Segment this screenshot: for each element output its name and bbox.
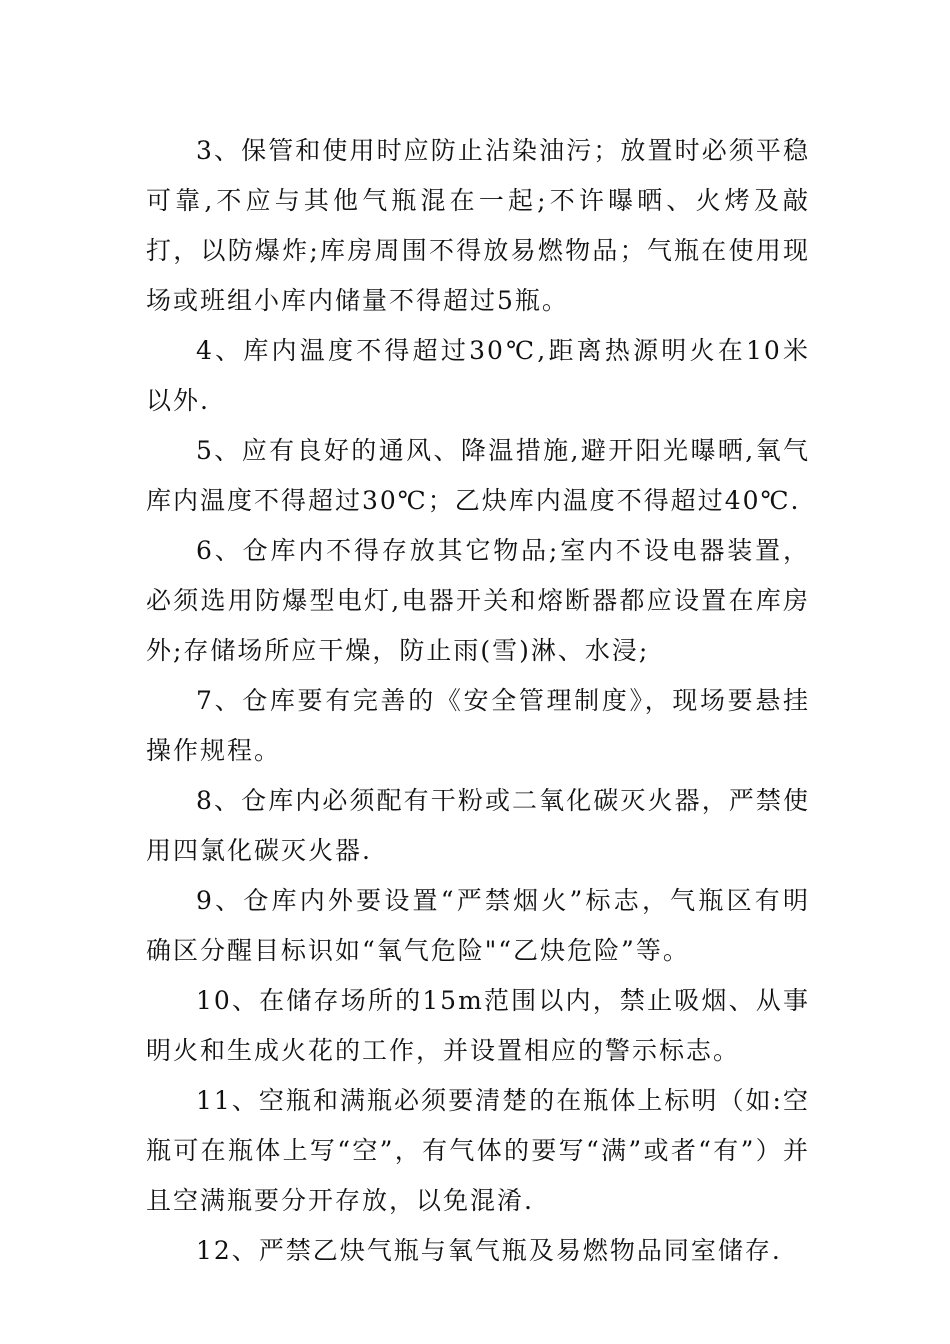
paragraph-item-9: 9、仓库内外要设置“严禁烟火”标志，气瓶区有明确区分醒目标识如“氧气危险"“乙炔危险”等。	[146, 886, 810, 965]
paragraph-item-7: 7、仓库要有完善的《安全管理制度》，现场要悬挂操作规程。	[146, 686, 810, 765]
paragraph-item-3: 3、保管和使用时应防止沾染油污；放置时必须平稳可靠,不应与其他气瓶混在一起;不许曝晒、火烤及敲打，以防爆炸;库房周围不得放易燃物品；气瓶在使用现场或班组小库内储量不得超过5瓶。	[146, 136, 810, 315]
paragraph-item-10: 10、在储存场所的15m范围以内，禁止吸烟、从事明火和生成火花的工作，并设置相应的警示标志。	[146, 986, 810, 1065]
paragraph-item-8: 8、仓库内必须配有干粉或二氧化碳灭火器，严禁使用四氯化碳灭火器.	[146, 786, 810, 865]
paragraph-item-5: 5、应有良好的通风、降温措施,避开阳光曝晒,氧气库内温度不得超过30℃；乙炔库内温度不得超过40℃.	[146, 436, 810, 515]
document-body	[146, 126, 810, 1276]
paragraph-item-6: 6、仓库内不得存放其它物品;室内不设电器装置，必须选用防爆型电灯,电器开关和熔断器都应设置在库房外;存储场所应干燥，防止雨(雪)淋、水浸;	[146, 536, 810, 665]
paragraph-item-11: 11、空瓶和满瓶必须要清楚的在瓶体上标明（如:空瓶可在瓶体上写“空”，有气体的要写“满”或者“有”）并且空满瓶要分开存放，以免混淆.	[146, 1086, 810, 1215]
paragraph-item-4: 4、库内温度不得超过30℃,距离热源明火在10米以外.	[146, 336, 810, 415]
paragraph-item-12: 12、严禁乙炔气瓶与氧气瓶及易燃物品同室储存.	[196, 1236, 782, 1265]
